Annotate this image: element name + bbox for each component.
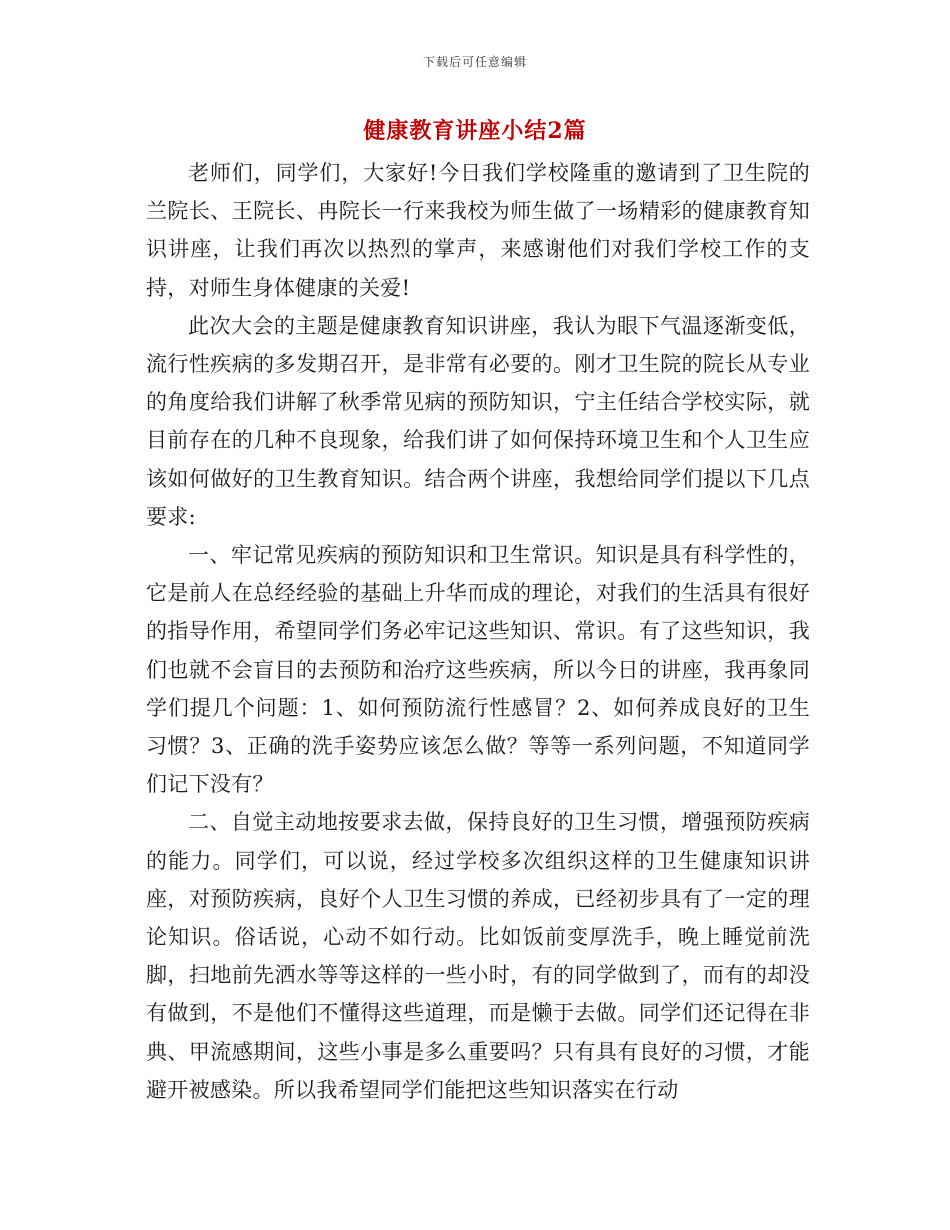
page-header-note: 下载后可任意编辑: [422, 55, 527, 69]
paragraph-1: 老师们，同学们，大家好!今日我们学校隆重的邀请到了卫生院的兰院长、王院长、冉院长一行来我校为师生做了一场精彩的健康教育知识讲座，让我们再次以热烈的掌声，来感谢他们对我们学校工作的支持，对师生身体健康的关爱!: [146, 161, 810, 300]
document-title: 健康教育讲座小结2篇: [363, 118, 587, 144]
paragraph-4: 二、自觉主动地按要求去做，保持良好的卫生习惯，增强预防疾病的能力。同学们，可以说，经过学校多次组织这样的卫生健康知识讲座，对预防疾病，良好个人卫生习惯的养成，已经初步具有了一定的理论知识。俗话说，心动不如行动。比如饭前变厚洗手，晚上睡觉前洗脚，扫地前先洒水等等这样的一些小时，有的同学做到了，而有的却没有做到，不是他们不懂得这些道理，而是懒于去做。同学们还记得在非典、甲流感期间，这些小事是多么重要吗？只有具有良好的习惯，才能避开被感染。所以我希望同学们能把这些知识落实在行动: [146, 810, 810, 1102]
document-body: [146, 154, 810, 1109]
paragraph-2: 此次大会的主题是健康教育知识讲座，我认为眼下气温逐渐变低，流行性疾病的多发期召开，是非常有必要的。刚才卫生院的院长从专业的角度给我们讲解了秋季常见病的预防知识，宁主任结合学校实际，就目前存在的几种不良现象，给我们讲了如何保持环境卫生和个人卫生应该如何做好的卫生教育知识。结合两个讲座，我想给同学们提以下几点要求:: [146, 313, 810, 529]
paragraph-3: 一、牢记常见疾病的预防知识和卫生常识。知识是具有科学性的，它是前人在总经经验的基础上升华而成的理论，对我们的生活具有很好的指导作用，希望同学们务必牢记这些知识、常识。有了这些知识，我们也就不会盲目的去预防和治疗这些疾病，所以今日的讲座，我再象同学们提几个问题：1、如何预防流行性感冒？2、如何养成良好的卫生习惯？3、正确的洗手姿势应该怎么做？等等一系列问题，不知道同学们记下没有？: [146, 543, 810, 797]
